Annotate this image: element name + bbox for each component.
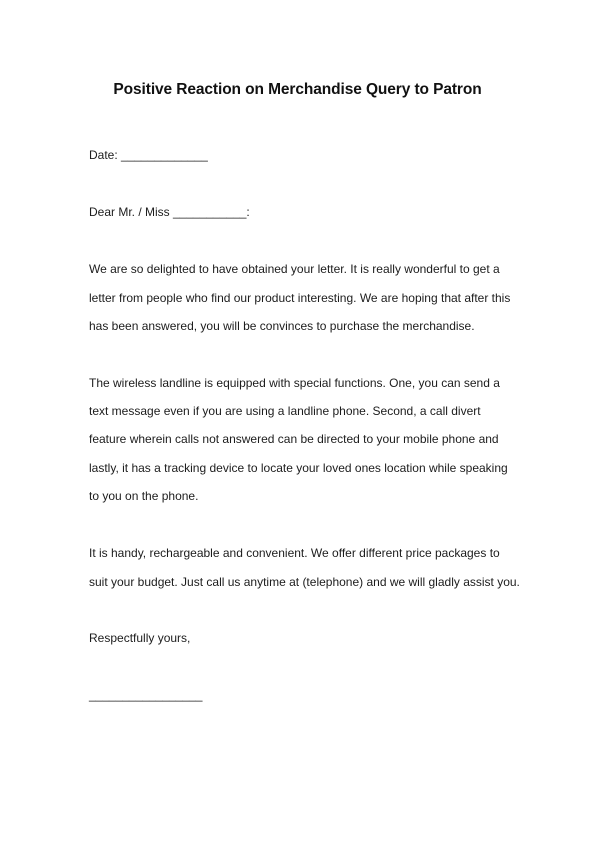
paragraph1-line: has been answered, you will be convinces to purchase the merchandise. [89, 319, 475, 333]
paragraph3-line: It is handy, rechargeable and convenient. We offer different price packages to [89, 546, 500, 560]
date-line: Date: _____________ [89, 148, 208, 162]
closing: Respectfully yours, [89, 631, 191, 645]
paragraph2-line: feature wherein calls not answered can be directed to your mobile phone and [89, 432, 499, 446]
paragraph1-line: We are so delighted to have obtained your letter. It is really wonderful to get a [89, 262, 500, 276]
paragraph3-line: suit your budget. Just call us anytime at (telephone) and we will gladly assist you. [89, 575, 520, 589]
paragraph2-line: text message even if you are using a landline phone. Second, a call divert [89, 404, 481, 418]
paragraph2-line: to you on the phone. [89, 489, 199, 503]
salutation: Dear Mr. / Miss ___________: [89, 205, 250, 219]
paragraph2-line: The wireless landline is equipped with special functions. One, you can send a [89, 376, 500, 390]
paragraph2-line: lastly, it has a tracking device to locate your loved ones location while speaking [89, 461, 508, 475]
signature-line: _________________ [89, 688, 203, 702]
letter-title: Positive Reaction on Merchandise Query to Patron [113, 81, 482, 98]
paragraph1-line: letter from people who find our product interesting. We are hoping that after this [89, 291, 511, 305]
